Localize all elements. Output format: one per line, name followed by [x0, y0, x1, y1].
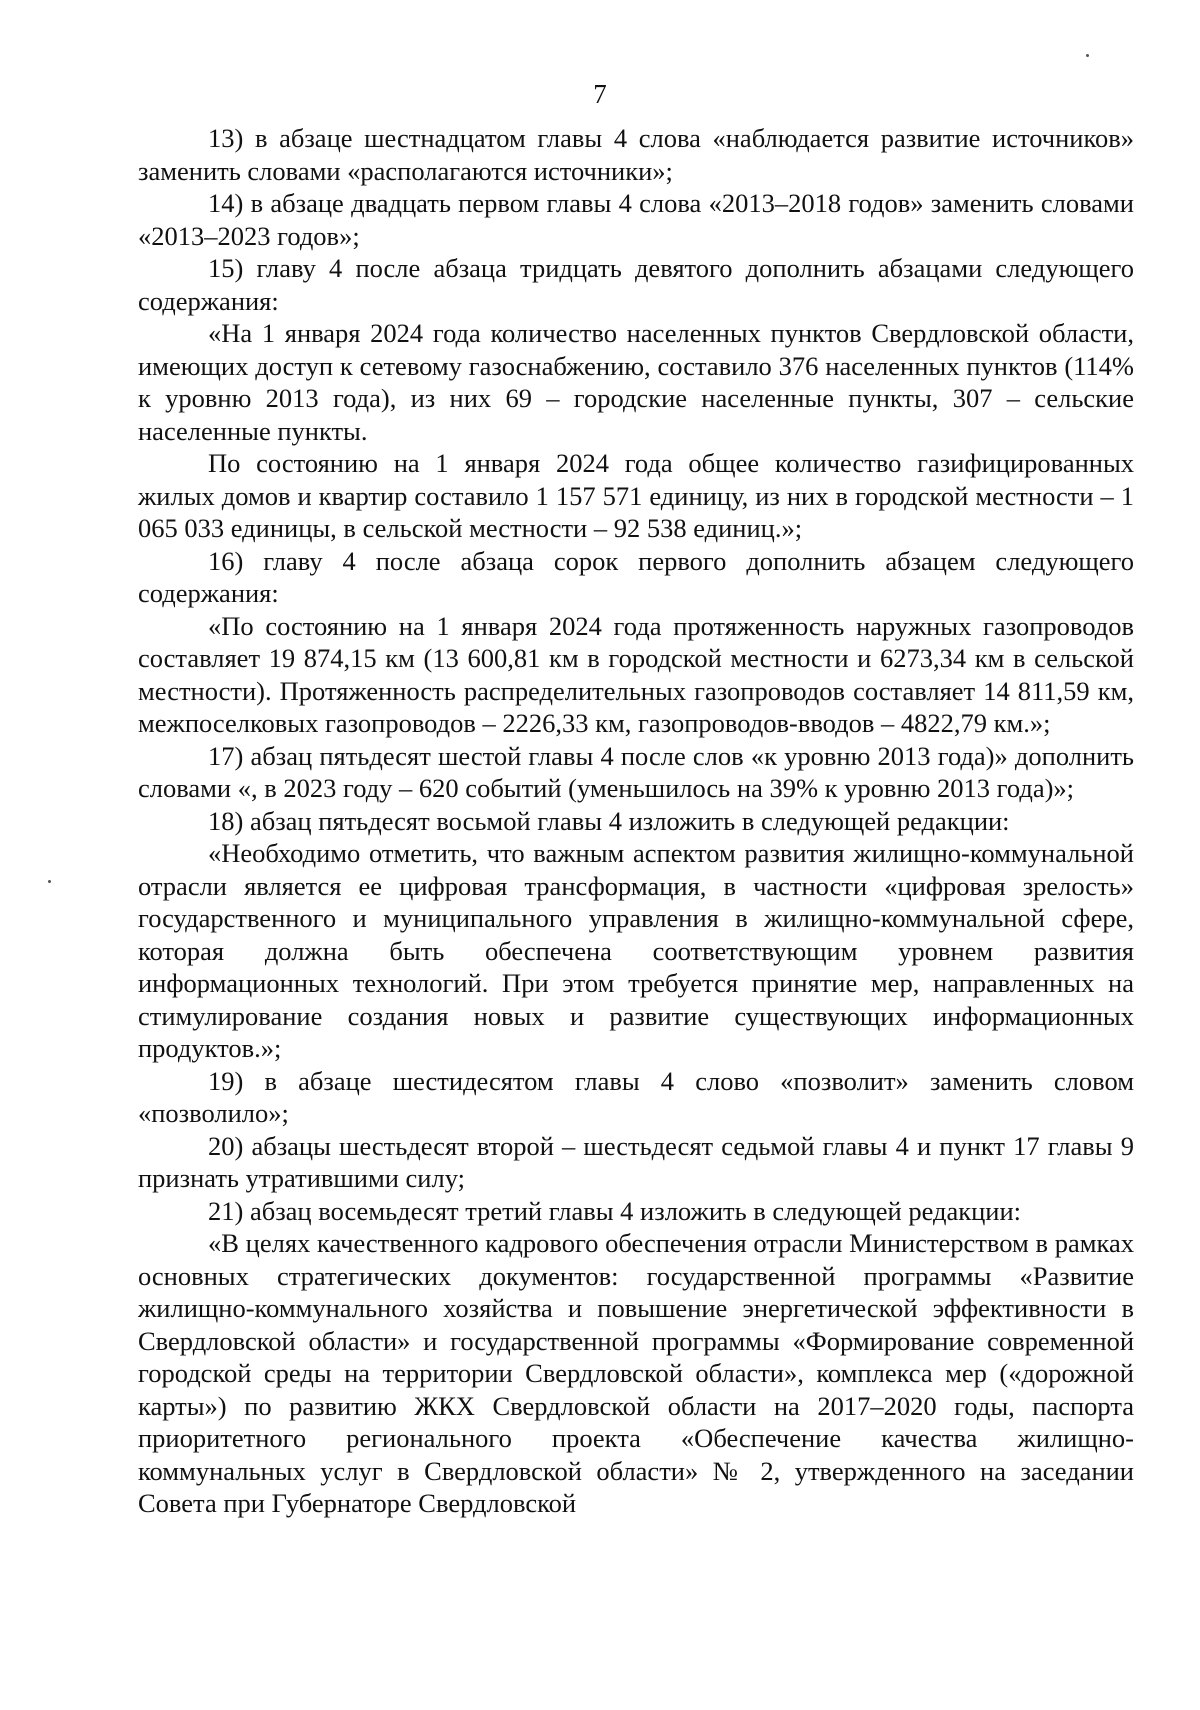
paragraph-item-21: 21) абзац восемьдесят третий главы 4 изложить в следующей редакции: [208, 1195, 1022, 1226]
paragraph-item-18: 18) абзац пятьдесят восьмой главы 4 изложить в следующей редакции: [208, 805, 1010, 836]
paragraph-item-15: 15) главу 4 после абзаца тридцать девятого дополнить абзацами следующего содержания: [138, 253, 1134, 316]
paragraph-item-19: 19) в абзаце шестидесятом главы 4 слово «позволит» заменить словом «позволило»; [138, 1065, 1134, 1128]
quoted-paragraph: «В целях качественного кадрового обеспечения отрасли Министерством в рамках основных стратегических документов: государственной программы «Развитие жилищно-коммунального хозяйства и повышение энергетической эффективности в Свердловской области» и государственной программы «Формирование современной городской среды на территории Свердловской области», комплекса мер («дорожной карты») по развитию ЖКХ Свердловской области на 2017–2020 годы, паспорта приоритетного регионального проекта «Обеспечение качества жилищно-коммунальных услуг в Свердловской области» № 2, утвержденного на заседании Совета при Губернаторе Свердловской [138, 1228, 1134, 1518]
paragraph-item-20: 20) абзацы шестьдесят второй – шестьдесят седьмой главы 4 и пункт 17 главы 9 признать утратившими силу; [138, 1130, 1134, 1193]
paragraph-item-14: 14) в абзаце двадцать первом главы 4 слова «2013–2018 годов» заменить словами «2013–2023 годов»; [138, 188, 1134, 251]
scan-speck [1086, 54, 1089, 57]
document-body [138, 122, 1134, 1520]
quoted-paragraph: По состоянию на 1 января 2024 года общее количество газифицированных жилых домов и квартир составило 1 157 571 единицу, из них в городской местности – 1 065 033 единицы, в сельской местности – 92 538 единиц.»; [138, 448, 1134, 543]
paragraph-item-13: 13) в абзаце шестнадцатом главы 4 слова «наблюдается развитие источников» заменить словами «располагаются источники»; [138, 123, 1134, 186]
paragraph-item-16: 16) главу 4 после абзаца сорок первого дополнить абзацем следующего содержания: [138, 545, 1134, 608]
paragraph-item-17: 17) абзац пятьдесят шестой главы 4 после слов «к уровню 2013 года)» дополнить словами «, в 2023 году – 620 событий (уменьшилось на 39% к уровню 2013 года)»; [138, 740, 1134, 803]
quoted-paragraph: «На 1 января 2024 года количество населенных пунктов Свердловской области, имеющих доступ к сетевому газоснабжению, составило 376 населенных пунктов (114% к уровню 2013 года), из них 69 – городские населенные пункты, 307 – сельские населенные пункты. [138, 318, 1134, 446]
quoted-paragraph: «По состоянию на 1 января 2024 года протяженность наружных газопроводов составляет 19 874,15 км (13 600,81 км в городской местности и 6273,34 км в сельской местности). Протяженность распределительных газопроводов составляет 14 811,59 км, межпоселковых газопроводов – 2226,33 км, газопроводов-вводов – 4822,79 км.»; [138, 610, 1134, 738]
scan-speck [48, 880, 51, 883]
page-number: 7 [593, 79, 607, 109]
quoted-paragraph: «Необходимо отметить, что важным аспектом развития жилищно-коммунальной отрасли является ее цифровая трансформация, в частности «цифровая зрелость» государственного и муниципального управления в жилищно-коммунальной сфере, которая должна быть обеспечена соответствующим уровнем развития информационных технологий. При этом требуется принятие мер, направленных на стимулирование создания новых и развитие существующих информационных продуктов.»; [138, 838, 1134, 1063]
